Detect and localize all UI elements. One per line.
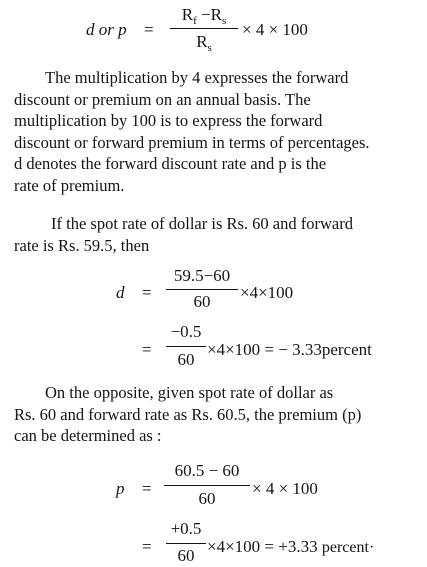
rf-subscript: f — [193, 15, 197, 27]
paragraph-line: rate is Rs. 59.5, then — [14, 235, 150, 255]
eq-d-equals: = — [142, 283, 152, 302]
paragraph-line: discount or premium on an annual basis. The — [14, 89, 311, 109]
paragraph-line: can be determined as : — [14, 426, 162, 445]
rs-symbol: R — [210, 5, 222, 24]
eq-d-numerator: 59.5−60 — [173, 266, 231, 285]
eq-p2-numerator: +0.5 — [170, 519, 202, 538]
paragraph-spot-rate — [14, 213, 414, 256]
paragraph-line: The multiplication by 4 expresses the forward — [45, 68, 349, 87]
eq-d2-fraction — [166, 322, 206, 374]
rs-den-symbol: R — [196, 32, 208, 51]
eq-d2-denominator: 60 — [177, 350, 195, 369]
formula-lhs: d or p — [86, 20, 127, 39]
paragraph-premium — [14, 382, 414, 447]
eq-p2-denominator: 60 — [177, 546, 195, 565]
eq-p2-value: ×4×100 = +3.33 — [207, 537, 318, 556]
formula-equals: = — [144, 20, 154, 39]
paragraph-line: discount or forward premium in terms of percentages. — [14, 132, 370, 152]
eq-d-multiplier: ×4×100 — [240, 283, 294, 302]
eq-p-lhs: p — [116, 479, 125, 498]
eq-p-multiplier: × 4 × 100 — [252, 479, 318, 498]
eq-p2-fraction — [166, 519, 206, 567]
eq-p2-result — [207, 537, 374, 557]
formula-multiplier: × 4 × 100 — [242, 20, 308, 39]
eq-d-fraction-bar — [166, 289, 238, 290]
eq-p-fraction — [164, 461, 250, 513]
eq-p-denominator: 60 — [198, 489, 216, 508]
eq-d2-result: ×4×100 = − 3.33percent — [207, 340, 372, 359]
eq-p-numerator: 60.5 − 60 — [174, 461, 240, 480]
paragraph-line: rate of premium. — [14, 175, 125, 195]
minus-sign: − — [196, 5, 211, 24]
eq-d-lhs: d — [116, 283, 125, 302]
formula-fraction — [170, 5, 238, 57]
rs-subscript: s — [221, 15, 227, 27]
eq-d-denominator: 60 — [193, 292, 211, 311]
paragraph-line: multiplication by 100 is to express the forward — [14, 111, 323, 130]
formula-denominator — [170, 32, 238, 54]
eq-p2-equals: = — [142, 537, 152, 556]
formula-numerator — [170, 5, 238, 27]
paragraph-line: If the spot rate of dollar is Rs. 60 and forward — [51, 214, 353, 233]
eq-p-equals: = — [142, 479, 152, 498]
eq-d2-numerator: −0.5 — [170, 322, 202, 341]
formula-fraction-bar — [170, 28, 238, 29]
paragraph-line: d denotes the forward discount rate and p is the — [14, 154, 327, 173]
paragraph-annual-basis — [14, 67, 414, 196]
paragraph-line: On the opposite, given spot rate of dollar as — [45, 383, 334, 402]
eq-d2-fraction-bar — [166, 346, 206, 347]
eq-p2-unit: percent· — [321, 539, 375, 556]
rf-symbol: R — [181, 5, 194, 24]
eq-p2-fraction-bar — [166, 543, 206, 544]
eq-d-fraction — [166, 266, 238, 316]
eq-d2-equals: = — [142, 340, 152, 359]
rs-den-subscript: s — [207, 42, 212, 54]
paragraph-line: Rs. 60 and forward rate as Rs. 60.5, the premium (p) — [14, 404, 362, 424]
eq-p-fraction-bar — [164, 485, 250, 486]
